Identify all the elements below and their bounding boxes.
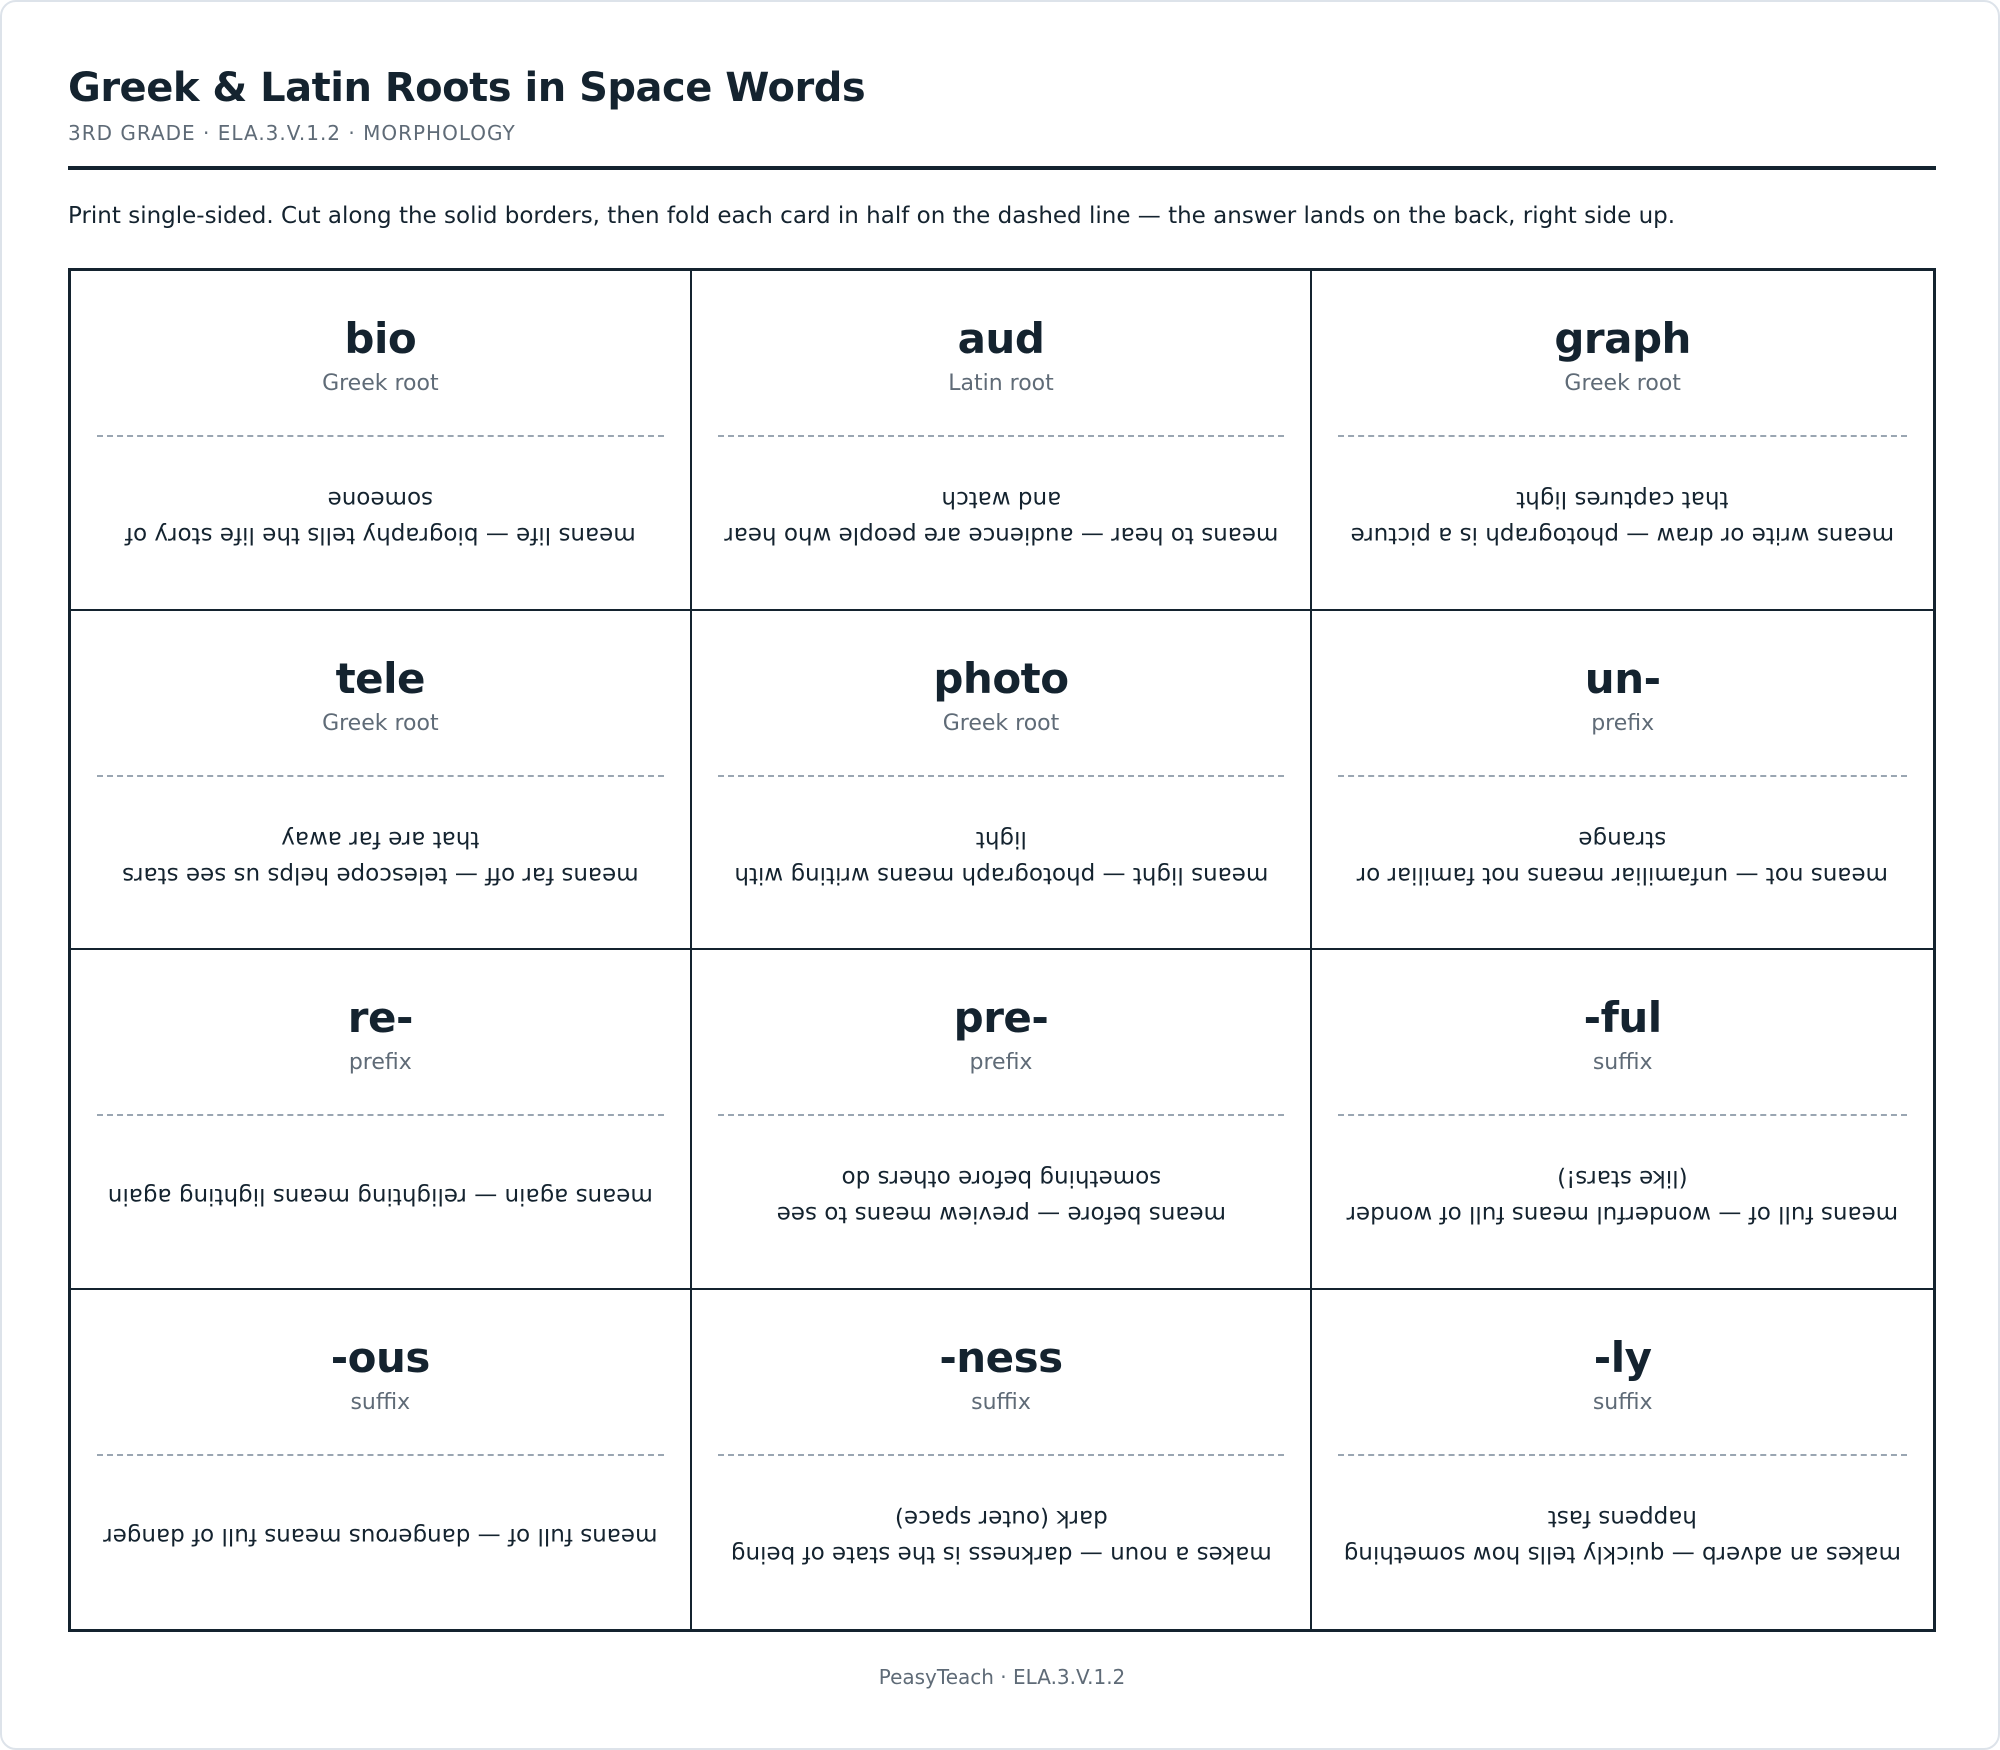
- fold-line: [1338, 1114, 1907, 1116]
- instructions-text: Print single-sided. Cut along the solid borders, then fold each card in half on the dashed line — the answer lands on the back, right side up.: [68, 203, 1676, 229]
- card-meaning: means full of — dangerous means full of danger: [103, 1522, 658, 1549]
- card-meaning: means write or draw — photograph is a picture that captures light: [1350, 486, 1895, 548]
- card-back: [1342, 809, 1903, 905]
- card-kind: Greek root: [322, 371, 439, 396]
- card-root: -ous: [330, 1332, 430, 1382]
- fold-line: [718, 435, 1285, 437]
- card-front: [692, 311, 1311, 401]
- card-front: [71, 990, 690, 1080]
- page-header: [68, 60, 1936, 148]
- card-kind: Greek root: [942, 710, 1060, 736]
- card-root: -ness: [939, 1332, 1063, 1382]
- flashcard: [1312, 611, 1933, 951]
- flashcard: [692, 950, 1313, 1290]
- fold-line: [718, 1114, 1285, 1116]
- header-rule: [68, 166, 1936, 170]
- flashcard: [71, 271, 692, 611]
- card-kind: prefix: [348, 1050, 412, 1075]
- card-root: graph: [1554, 314, 1691, 363]
- card-back: [722, 809, 1281, 905]
- fold-line: [1338, 435, 1907, 437]
- fold-line: [1338, 775, 1907, 777]
- page-subtitle: 3RD GRADE · ELA.3.V.1.2 · MORPHOLOGY: [68, 121, 516, 145]
- page-footer: PeasyTeach · ELA.3.V.1.2: [878, 1665, 1126, 1689]
- card-kind: suffix: [971, 1389, 1031, 1415]
- card-root: tele: [335, 653, 426, 703]
- card-front: [1312, 311, 1933, 401]
- fold-line: [97, 775, 664, 777]
- flashcard: [1312, 271, 1933, 611]
- card-back: [722, 1488, 1281, 1584]
- card-front: [1312, 1330, 1933, 1420]
- card-front: [692, 1330, 1311, 1420]
- card-meaning: means to hear — audience are people who hear and watch: [723, 486, 1279, 548]
- card-back: [101, 1148, 660, 1244]
- card-front: [71, 651, 690, 741]
- card-meaning: means life — biography tells the life story of someone: [124, 486, 636, 548]
- card-front: [71, 1330, 690, 1420]
- card-root: -ful: [1583, 993, 1662, 1042]
- card-kind: prefix: [1591, 710, 1655, 736]
- card-kind: Latin root: [948, 371, 1054, 396]
- fold-line: [97, 1454, 664, 1456]
- card-root: aud: [957, 314, 1045, 363]
- flashcard: [692, 1290, 1313, 1630]
- flashcard: [71, 950, 692, 1290]
- card-kind: prefix: [969, 1050, 1033, 1075]
- card-front: [692, 990, 1311, 1080]
- card-root: -ly: [1593, 1332, 1652, 1382]
- fold-line: [1338, 1454, 1907, 1456]
- flashcard: [1312, 1290, 1933, 1630]
- card-meaning: means light — photograph means writing with light: [734, 825, 1268, 888]
- card-root: re-: [347, 993, 413, 1042]
- card-meaning: makes a noun — darkness is the state of being dark (outer space): [730, 1504, 1272, 1567]
- card-front: [692, 651, 1311, 741]
- card-front: [1312, 990, 1933, 1080]
- card-root: photo: [933, 653, 1069, 703]
- card-kind: suffix: [350, 1389, 411, 1415]
- card-back: [722, 469, 1281, 565]
- card-back: [101, 809, 660, 905]
- card-back: [1342, 1148, 1903, 1244]
- card-meaning: means before — preview means to see something before others do: [776, 1165, 1226, 1227]
- card-root: un-: [1584, 653, 1661, 703]
- flashcard: [692, 611, 1313, 951]
- card-front: [1312, 651, 1933, 741]
- card-meaning: means far off — telescope helps us see stars that are far away: [122, 825, 639, 888]
- card-meaning: means full of — wonderful means full of wonder (like stars!): [1346, 1165, 1899, 1227]
- flashcard-grid: [68, 268, 1936, 1632]
- fold-line: [97, 435, 664, 437]
- card-meaning: means not — unfamiliar means not familiar or strange: [1357, 825, 1889, 888]
- card-kind: suffix: [1592, 1050, 1653, 1075]
- card-root: pre-: [953, 993, 1049, 1042]
- flashcard: [692, 271, 1313, 611]
- card-back: [101, 469, 660, 565]
- flashcard: [71, 1290, 692, 1630]
- fold-line: [718, 775, 1285, 777]
- card-root: bio: [344, 314, 417, 363]
- card-meaning: means again — relighting means lighting again: [107, 1183, 653, 1209]
- card-kind: Greek root: [322, 710, 439, 736]
- fold-line: [97, 1114, 664, 1116]
- card-kind: suffix: [1592, 1389, 1653, 1415]
- card-back: [1342, 1488, 1903, 1584]
- card-back: [722, 1148, 1281, 1244]
- card-back: [1342, 469, 1903, 565]
- fold-line: [718, 1454, 1285, 1456]
- card-front: [71, 311, 690, 401]
- card-back: [101, 1488, 660, 1584]
- page-title: Greek & Latin Roots in Space Words: [68, 65, 866, 111]
- flashcard: [71, 611, 692, 951]
- card-meaning: makes an adverb — quickly tells how something happens fast: [1344, 1504, 1902, 1567]
- card-kind: Greek root: [1564, 371, 1681, 396]
- flashcard: [1312, 950, 1933, 1290]
